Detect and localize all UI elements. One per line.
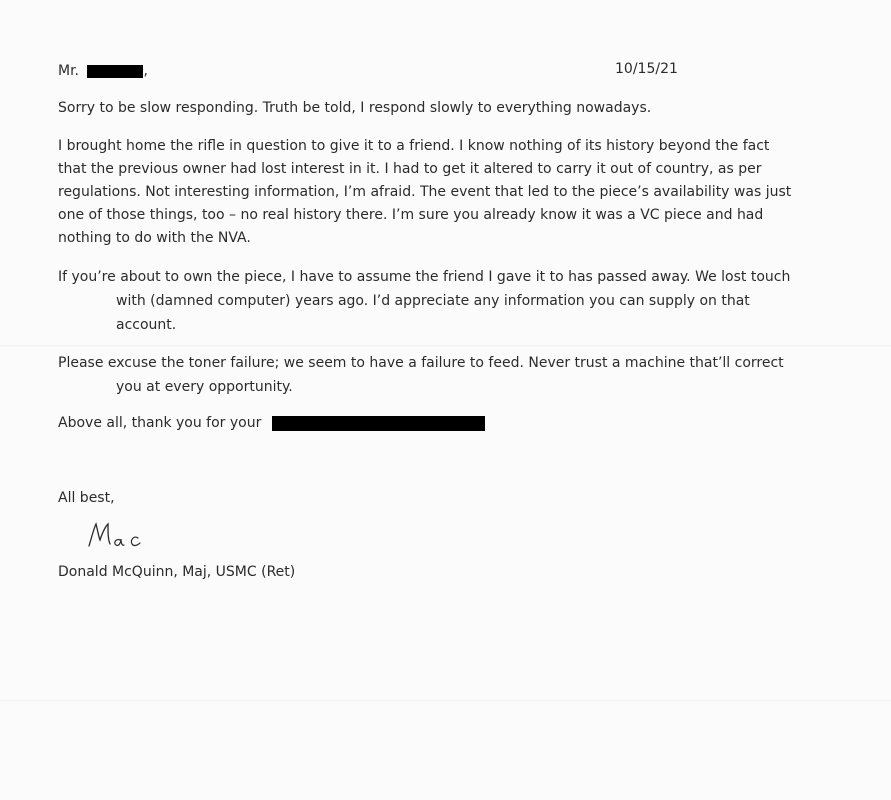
paragraph-line: Sorry to be slow responding. Truth be told, I respond slowly to everything nowadays. (58, 100, 652, 116)
signer-name: Donald McQuinn, Maj, USMC (Ret) (58, 564, 296, 580)
redaction-bar (87, 65, 143, 78)
paragraph-line: one of those things, too – no real history there. I’m sure you already know it was a VC piece and had (58, 207, 764, 223)
letter-date: 10/15/21 (615, 61, 678, 77)
fold-line (0, 345, 891, 347)
thanks-line (58, 414, 485, 432)
paragraph-line: I brought home the rifle in question to give it to a friend. I know nothing of its history beyond the fact (58, 138, 770, 154)
redaction-bar (272, 416, 485, 431)
paragraph-line: you at every opportunity. (116, 379, 293, 395)
salutation-line (58, 62, 148, 80)
paragraph-line: regulations. Not interesting information, I’m afraid. The event that led to the piece’s availability was just (58, 184, 792, 200)
closing: All best, (58, 490, 115, 506)
paragraph-line: Please excuse the toner failure; we seem to have a failure to feed. Never trust a machine that’ll correct (58, 355, 784, 371)
paragraph-line: with (damned computer) years ago. I’d appreciate any information you can supply on that (116, 293, 750, 309)
salutation-comma: , (143, 63, 148, 79)
handwritten-signature (86, 518, 156, 554)
fold-line (0, 700, 891, 702)
thanks-text: Above all, thank you for your (58, 415, 262, 431)
paragraph-line: nothing to do with the NVA. (58, 230, 251, 246)
paragraph-line: If you’re about to own the piece, I have to assume the friend I gave it to has passed away. We lost touch (58, 269, 791, 285)
paragraph-line: account. (116, 317, 177, 333)
paragraph-line: that the previous owner had lost interest in it. I had to get it altered to carry it out of country, as per (58, 161, 762, 177)
salutation: Mr. (58, 63, 79, 79)
